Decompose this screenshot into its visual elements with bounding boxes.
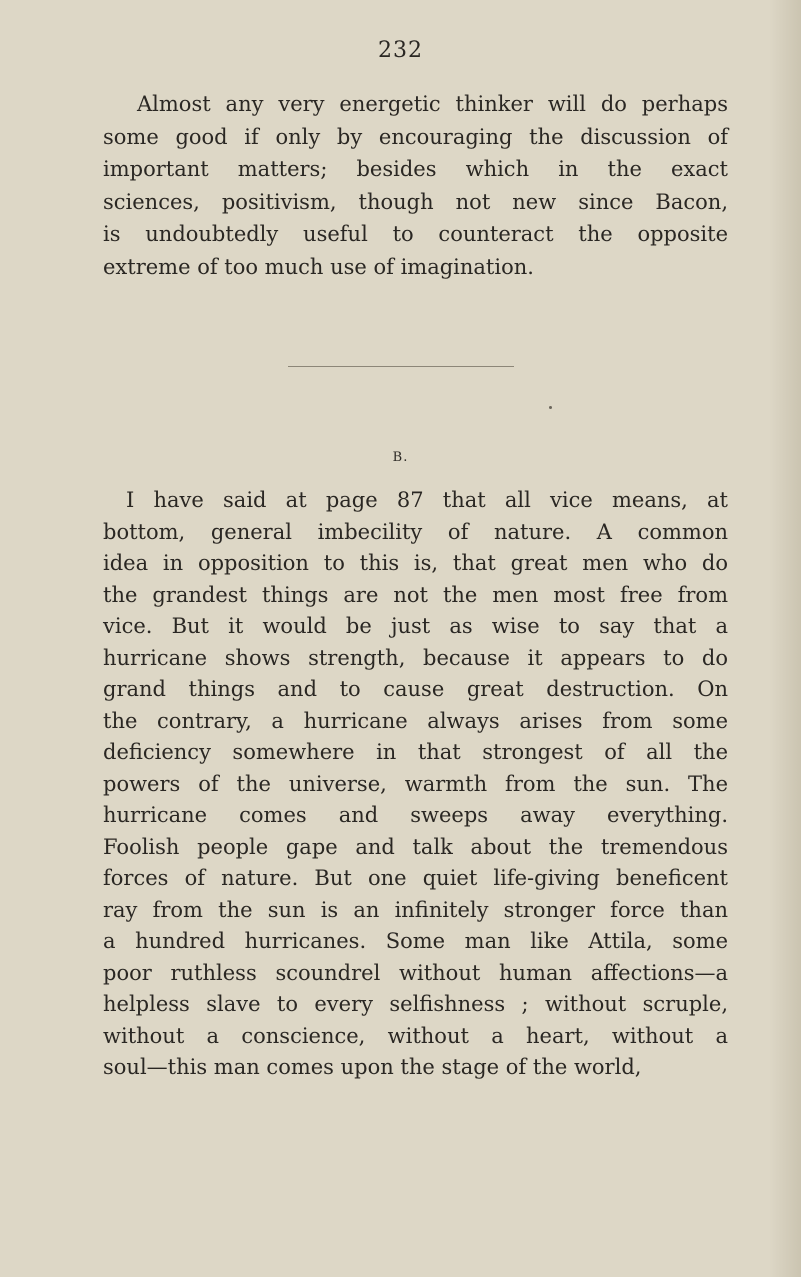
text-line: grand things and to cause great destruction. On bbox=[103, 677, 728, 701]
text-line: the grandest things are not the men most free from bbox=[103, 582, 728, 607]
text-line: helpless slave to every selfishness ; without scruple, bbox=[103, 992, 728, 1016]
text-line: idea in opposition to this is, that great men who do bbox=[103, 551, 728, 575]
text-line: is undoubtedly useful to counteract the opposite bbox=[103, 222, 728, 246]
text-line: Almost any very energetic thinker will do perhaps bbox=[137, 92, 728, 116]
text-line: poor ruthless scoundrel without human affections—a bbox=[103, 960, 728, 985]
text-line: Foolish people gape and talk about the tremendous bbox=[103, 834, 728, 859]
text-line: hurricane shows strength, because it appears to do bbox=[103, 645, 728, 670]
text-line: soul—this man comes upon the stage of the world, bbox=[103, 1055, 642, 1079]
text-line: deficiency somewhere in that strongest of all the bbox=[103, 740, 728, 764]
text-line: vice. But it would be just as wise to say that a bbox=[103, 614, 728, 638]
text-line: the contrary, a hurricane always arises from some bbox=[103, 708, 728, 733]
section-mark: B. bbox=[392, 450, 409, 465]
text-line: some good if only by encouraging the discussion of bbox=[103, 124, 728, 149]
paper-speck bbox=[549, 406, 552, 409]
page-number: 232 bbox=[378, 38, 423, 63]
section-divider bbox=[288, 366, 514, 367]
text-line: sciences, positivism, though not new since Bacon, bbox=[103, 189, 728, 214]
text-line: bottom, general imbecility of nature. A common bbox=[103, 519, 728, 544]
text-line: ray from the sun is an infinitely stronger force than bbox=[103, 897, 728, 922]
text-line: forces of nature. But one quiet life-giving beneficent bbox=[103, 866, 728, 890]
text-line: important matters; besides which in the exact bbox=[103, 157, 728, 181]
text-line: without a conscience, without a heart, without a bbox=[103, 1023, 728, 1048]
paragraph-hurricane bbox=[103, 485, 728, 1084]
text-line: powers of the universe, warmth from the sun. The bbox=[103, 771, 728, 796]
text-line: I have said at page 87 that all vice means, at bbox=[126, 488, 728, 512]
text-line: hurricane comes and sweeps away everything. bbox=[103, 803, 728, 827]
paragraph-positivism bbox=[103, 88, 728, 283]
text-line: extreme of too much use of imagination. bbox=[103, 254, 534, 279]
text-line: a hundred hurricanes. Some man like Attila, some bbox=[103, 929, 728, 953]
